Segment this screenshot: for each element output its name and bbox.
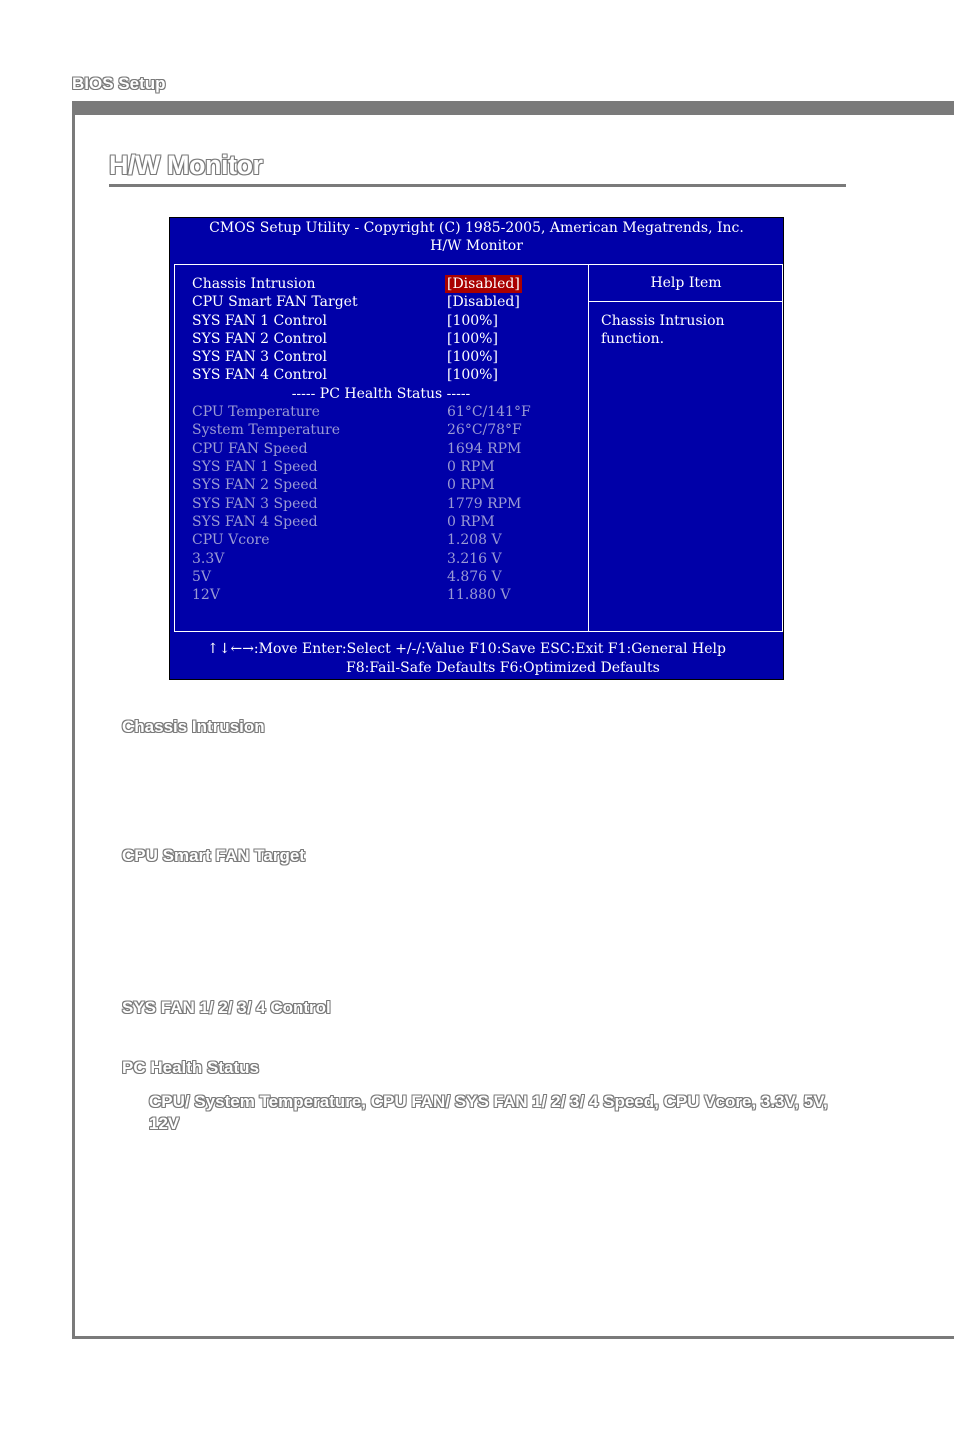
bios-copyright: CMOS Setup Utility - Copyright (C) 1985-2005, American Megatrends, Inc.: [209, 220, 744, 236]
bios-screen-title: H/W Monitor: [430, 238, 523, 254]
health-value: 1.208 V: [447, 532, 502, 548]
health-value: 0 RPM: [447, 477, 495, 493]
health-value: 0 RPM: [447, 459, 495, 475]
setting-value[interactable]: [100%]: [447, 367, 498, 383]
left-rule: [72, 101, 75, 1339]
setting-label: SYS FAN 1 Control: [192, 313, 327, 329]
setting-value[interactable]: [100%]: [447, 349, 498, 365]
heading-pc-health-status: PC Health Status: [122, 1058, 259, 1077]
help-title: Help Item: [650, 275, 722, 291]
heading-chassis-intrusion: Chassis Intrusion: [122, 717, 265, 736]
setting-label: Chassis Intrusion: [192, 276, 316, 292]
health-label: 3.3V: [192, 551, 225, 567]
heading-cpu-smart-fan-target: CPU Smart FAN Target: [122, 846, 305, 865]
bios-screenshot: [169, 217, 784, 680]
setting-value[interactable]: [100%]: [447, 313, 498, 329]
health-label: 12V: [192, 587, 220, 603]
setting-label: SYS FAN 4 Control: [192, 367, 327, 383]
health-label: CPU Temperature: [192, 404, 320, 420]
setting-value[interactable]: [Disabled]: [447, 294, 520, 310]
health-label: SYS FAN 2 Speed: [192, 477, 318, 493]
footer-keys-line2: F8:Fail-Safe Defaults F6:Optimized Defaults: [346, 660, 660, 676]
health-label: 5V: [192, 569, 212, 585]
help-title-divider: [588, 301, 783, 302]
health-value: 4.876 V: [447, 569, 502, 585]
section-title: H/W Monitor: [109, 150, 263, 180]
health-label: CPU FAN Speed: [192, 441, 308, 457]
pc-health-heading: ----- PC Health Status -----: [291, 386, 471, 402]
bottom-rule: [72, 1336, 954, 1339]
health-label: SYS FAN 1 Speed: [192, 459, 318, 475]
health-label: CPU Vcore: [192, 532, 270, 548]
setting-label: SYS FAN 2 Control: [192, 331, 327, 347]
health-value: 26°C/78°F: [447, 422, 522, 438]
setting-label: CPU Smart FAN Target: [192, 294, 358, 310]
setting-label: SYS FAN 3 Control: [192, 349, 327, 365]
health-value: 61°C/141°F: [447, 404, 531, 420]
footer-keys-line1: ↑↓←→:Move Enter:Select +/-/:Value F10:Save ESC:Exit F1:General Help: [207, 641, 726, 657]
setting-value[interactable]: [Disabled]: [447, 276, 520, 292]
health-value: 1779 RPM: [447, 496, 522, 512]
health-value: 0 RPM: [447, 514, 495, 530]
title-rule: [109, 184, 846, 187]
running-head: BIOS Setup: [72, 74, 166, 93]
health-value: 3.216 V: [447, 551, 502, 567]
health-label: SYS FAN 3 Speed: [192, 496, 318, 512]
health-value: 1694 RPM: [447, 441, 522, 457]
health-label: System Temperature: [192, 422, 341, 438]
help-text: Chassis Intrusion function.: [601, 313, 725, 347]
pc-health-items-text: CPU/ System Temperature, CPU FAN/ SYS FAN 1/ 2/ 3/ 4 Speed, CPU Vcore, 3.3V, 5V, 12V: [149, 1092, 828, 1133]
setting-value[interactable]: [100%]: [447, 331, 498, 347]
heading-sys-fan-control: SYS FAN 1/ 2/ 3/ 4 Control: [122, 998, 331, 1017]
header-bar: [72, 101, 954, 115]
health-label: SYS FAN 4 Speed: [192, 514, 318, 530]
help-column-divider: [588, 264, 589, 632]
health-value: 11.880 V: [447, 587, 511, 603]
